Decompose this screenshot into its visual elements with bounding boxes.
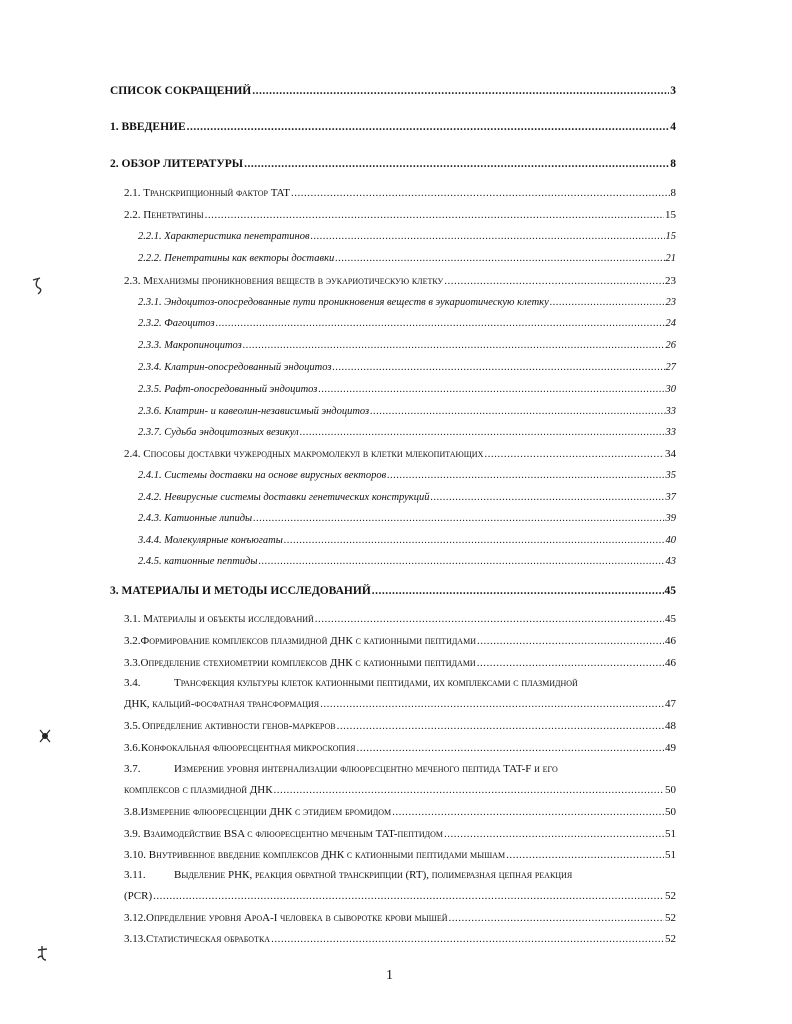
toc-entry-abbreviations[interactable] (110, 84, 676, 98)
toc-page: 46 (665, 635, 676, 647)
toc-page: 49 (665, 742, 676, 754)
toc-title: Конфокальная флюоресцентная микроскопия (140, 742, 356, 754)
leader-dots (506, 848, 664, 862)
leader-dots (291, 186, 670, 200)
toc-entry-3-3[interactable] (124, 656, 676, 670)
toc-entry-2-2-1[interactable] (138, 230, 676, 244)
toc-entry-3-9[interactable] (124, 827, 676, 841)
toc-title: 3.10. Внутривенное введение комплексов ДНК с катионными пептидами мышам (124, 849, 506, 861)
toc-entry-2-4[interactable] (124, 447, 676, 461)
leader-dots (484, 447, 664, 461)
toc-title: 2. ОБЗОР ЛИТЕРАТУРЫ (110, 158, 244, 170)
toc-title: 2.3.4. Клатрин-опосредованный эндоцитоз (138, 362, 332, 373)
toc-title: СПИСОК СОКРАЩЕНИЙ (110, 85, 252, 97)
toc-page: 27 (665, 362, 676, 373)
toc-title: Выделение РНК, реакция обратной транскрипции (RT), полимеразная цепная реакция (174, 869, 573, 881)
leader-dots (216, 317, 665, 331)
toc-entry-3-1[interactable] (124, 612, 676, 626)
leader-dots (320, 697, 664, 711)
toc-title: 2.4.5. катионные пептиды (138, 556, 258, 567)
leader-dots (477, 656, 664, 670)
toc-entry-methods[interactable] (110, 584, 676, 598)
toc-page: 24 (665, 318, 676, 329)
toc-entry-2-3-5[interactable] (138, 383, 676, 397)
toc-number: 3.12. (124, 912, 146, 924)
toc-entry-3-10[interactable] (124, 848, 676, 862)
toc-number: 3.3. (124, 657, 141, 669)
leader-dots (258, 555, 664, 569)
toc-title: Определение активности генов-маркеров (141, 720, 336, 732)
toc-entry-3-5[interactable] (124, 719, 676, 733)
toc-entry-3-7-continuation[interactable] (124, 783, 676, 797)
toc-title: Материалы и объекты исследований (143, 613, 314, 625)
toc-title: 2.3.6. Клатрин- и кавеолин-независимый эндоцитоз (138, 406, 370, 417)
toc-page: 23 (665, 275, 676, 287)
toc-entry-2-4-3[interactable] (138, 512, 676, 526)
toc-entry-2-3-2[interactable] (138, 317, 676, 331)
toc-title: 2.4.2. Невирусные системы доставки генетических конструкций (138, 492, 430, 503)
leader-dots (550, 296, 665, 310)
leader-dots (337, 719, 664, 733)
toc-page: 48 (665, 720, 676, 732)
toc-title: Трансфекция культуры клеток катионными пептидами, их комплексами с плазмидной (174, 677, 578, 689)
toc-number: 3.13. (124, 933, 146, 945)
toc-page: 51 (665, 849, 676, 861)
toc-page: 37 (665, 492, 676, 503)
toc-page: 4 (670, 121, 676, 133)
toc-title: Определение стехиометрии комплексов ДНК с катионными пептидами (140, 657, 476, 669)
toc-title: 2.3.2. Фагоцитоз (138, 318, 215, 329)
toc-page: 50 (665, 806, 676, 818)
toc-page: 26 (665, 340, 676, 351)
toc-page: 35 (665, 470, 676, 481)
toc-entry-introduction[interactable] (110, 120, 676, 134)
toc-page: 8 (670, 158, 676, 170)
leader-dots (370, 405, 664, 419)
toc-entry-2-3-3[interactable] (138, 339, 676, 353)
toc-entry-2-3-7[interactable] (138, 426, 676, 440)
toc-title: 3.4.4. Молекулярные конъюгаты (138, 535, 283, 546)
toc-title: Измерение флюоресценции ДНК с этидием бромидом (140, 806, 392, 818)
leader-dots (356, 741, 664, 755)
leader-dots (430, 491, 664, 505)
leader-dots (153, 889, 664, 903)
leader-dots (205, 208, 664, 222)
toc-entry-3-7[interactable] (124, 762, 676, 776)
toc-page: 15 (665, 209, 676, 221)
toc-entry-2-3-4[interactable] (138, 361, 676, 375)
toc-title: 2.1. Транскрипционный фактор TAT (124, 187, 290, 199)
toc-title: 2.2.1. Характеристика пенетратинов (138, 231, 310, 242)
toc-number: 3.11. (124, 869, 146, 881)
toc-page: 3 (670, 85, 676, 97)
toc-page: 52 (665, 933, 676, 945)
leader-dots (252, 84, 669, 98)
page-number: 1 (386, 968, 393, 983)
toc-title: 1. ВВЕДЕНИЕ (110, 121, 186, 133)
toc-page: 39 (665, 513, 676, 524)
toc-entry-2-4-5[interactable] (138, 555, 676, 569)
toc-number: 3.6. (124, 742, 141, 754)
leader-dots (449, 911, 665, 925)
leader-dots (271, 932, 664, 946)
toc-entry-literature-review[interactable] (110, 157, 676, 171)
leader-dots (311, 230, 665, 244)
margin-scribble-mark (30, 276, 46, 296)
toc-entry-2-3[interactable] (124, 274, 676, 288)
toc-page: 21 (665, 253, 676, 264)
toc-title: 2.4.3. Катионные липиды (138, 513, 253, 524)
toc-entry-3-2[interactable] (124, 634, 676, 648)
toc-number: 3.4. (124, 677, 141, 689)
toc-page: 46 (665, 657, 676, 669)
toc-page: 51 (665, 828, 676, 840)
toc-page: 23 (665, 297, 676, 308)
toc-page: 33 (665, 427, 676, 438)
leader-dots (392, 805, 664, 819)
toc-title: Статистическая обработка (146, 933, 271, 945)
toc-page: 43 (665, 556, 676, 567)
toc-number: 3.8. (124, 806, 141, 818)
toc-number: 3.5. (124, 720, 141, 732)
toc-entry-3-13[interactable] (124, 932, 676, 946)
leader-dots (332, 361, 664, 375)
leader-dots (444, 827, 664, 841)
toc-page: 52 (665, 890, 676, 902)
toc-title: 2.3.5. Рафт-опосредованный эндоцитоз (138, 384, 318, 395)
toc-page: 45 (665, 613, 676, 625)
toc-page: 15 (665, 231, 676, 242)
toc-title: 3.9. Взаимодействие BSA с флюоресцентно меченым TAT-пептидом (124, 828, 444, 840)
toc-entry-3-4-4[interactable] (138, 534, 676, 548)
toc-title-continuation: ДНК, кальций-фосфатная трансформация (124, 698, 320, 710)
toc-title: Формирование комплексов плазмидной ДНК с катионными пептидами (140, 635, 476, 647)
toc-entry-3-12[interactable] (124, 911, 676, 925)
margin-scribble-mark (38, 728, 52, 744)
toc-entry-2-2[interactable] (124, 208, 676, 222)
leader-dots (253, 512, 664, 526)
leader-dots (187, 120, 670, 134)
toc-entry-2-4-1[interactable] (138, 469, 676, 483)
leader-dots (372, 584, 664, 598)
toc-entry-3-11-continuation[interactable] (124, 889, 676, 903)
toc-entry-3-8[interactable] (124, 805, 676, 819)
leader-dots (244, 157, 669, 171)
toc-page: 45 (664, 585, 676, 597)
toc-number: 3.2. (124, 635, 141, 647)
toc-page: 34 (665, 448, 676, 460)
toc-entry-2-3-1[interactable] (138, 296, 676, 310)
toc-title: Измерение уровня интернализации флюоресцентно меченого пептида TAT-F и его (174, 763, 558, 775)
toc-page: 40 (665, 535, 676, 546)
toc-title: 2.2. Пенетратины (124, 209, 204, 221)
toc-entry-2-2-2[interactable] (138, 252, 676, 266)
leader-dots (387, 469, 664, 483)
toc-title: 2.3.7. Судьба эндоцитозных везикул (138, 427, 299, 438)
toc-page: 47 (665, 698, 676, 710)
toc-entry-3-4-continuation[interactable] (124, 697, 676, 711)
toc-entry-3-6[interactable] (124, 741, 676, 755)
leader-dots (284, 534, 665, 548)
toc-number: 3.1. (124, 613, 141, 625)
toc-title: Определение уровня ApoA-I человека в сыворотке крови мышей (146, 912, 448, 924)
toc-title: 2.3.3. Макропиноцитоз (138, 340, 242, 351)
toc-number: 3.7. (124, 763, 141, 775)
leader-dots (318, 383, 664, 397)
toc-title-continuation: (PCR) (124, 890, 153, 902)
toc-title-continuation: комплексов с плазмидной ДНК (124, 784, 273, 796)
toc-entry-2-3-6[interactable] (138, 405, 676, 419)
toc-title: 2.3.1. Эндоцитоз-опосредованные пути проникновения веществ в эукариотическую клетку (138, 297, 549, 308)
leader-dots (243, 339, 665, 353)
toc-page: 8 (670, 187, 676, 199)
toc-entry-2-4-2[interactable] (138, 491, 676, 505)
margin-scribble-mark (34, 944, 50, 964)
leader-dots (300, 426, 665, 440)
toc-entry-2-1[interactable] (124, 186, 676, 200)
toc-title: 2.2.2. Пенетратины как векторы доставки (138, 253, 335, 264)
toc-entry-3-11[interactable] (124, 868, 676, 882)
leader-dots (274, 783, 664, 797)
toc-title: 2.4.1. Системы доставки на основе вирусных векторов (138, 470, 387, 481)
leader-dots (315, 612, 664, 626)
toc-title: 2.4. Способы доставки чужеродных макромолекул в клетки млекопитающих (124, 448, 484, 460)
leader-dots (444, 274, 664, 288)
toc-page: 52 (665, 912, 676, 924)
toc-entry-3-4[interactable] (124, 676, 676, 690)
leader-dots (335, 252, 664, 266)
toc-page: 30 (665, 384, 676, 395)
toc-title: 3. МАТЕРИАЛЫ И МЕТОДЫ ИССЛЕДОВАНИЙ (110, 585, 371, 597)
leader-dots (477, 634, 664, 648)
toc-page: 33 (665, 406, 676, 417)
toc-title: 2.3. Механизмы проникновения веществ в эукариотическую клетку (124, 275, 444, 287)
toc-page: 50 (665, 784, 676, 796)
